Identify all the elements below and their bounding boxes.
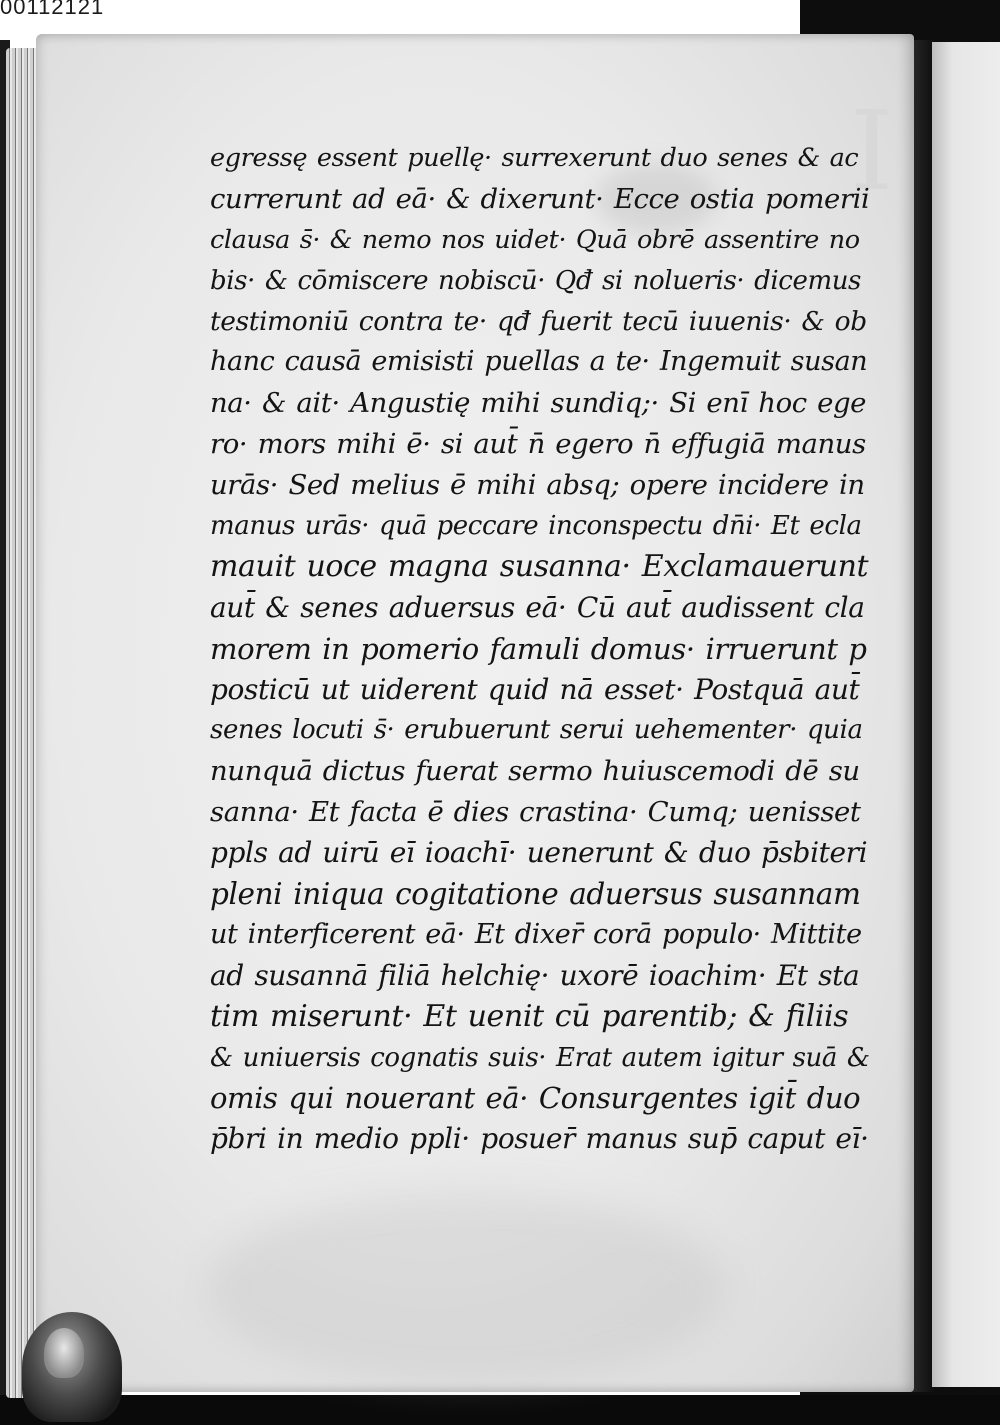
text-line: ppls ad uirū eī ioachī· uenerunt & duo p̄sbiteri bbox=[210, 836, 868, 870]
text-line: ut interficerent eā· Et dixer̄ corā populo· Mittite bbox=[210, 918, 862, 950]
text-line: morem in pomerio famuli domus· irruerunt p bbox=[210, 631, 867, 666]
facing-page-initial: I bbox=[850, 87, 894, 215]
text-line: manus urās· quā peccare inconspectu dn̄i· Et ecla bbox=[210, 511, 862, 542]
text-line: urās· Sed melius ē mihi absq; opere incidere in bbox=[210, 469, 865, 502]
text-line: hanc causā emisisti puellas a te· Ingemuit susan bbox=[210, 346, 868, 378]
dark-background-bottom bbox=[0, 1395, 1000, 1425]
catalog-id: 00112121 bbox=[0, 0, 105, 19]
text-line: pleni iniqua cogitatione aduersus susannam bbox=[210, 877, 861, 912]
text-line: ad susannā filiā helchię· uxorē ioachim· Et sta bbox=[210, 958, 860, 992]
text-line: clausa s̄· & nemo nos uidet· Quā obrē assentire no bbox=[210, 224, 860, 255]
text-line: aut̄ & senes aduersus eā· Cū aut̄ audissent cla bbox=[210, 590, 865, 624]
text-line: tim miserunt· Et uenit cū parentib; & filiis bbox=[210, 998, 849, 1034]
facing-page bbox=[932, 42, 1000, 1387]
text-line: & uniuersis cognatis suis· Erat autem igitur suā & bbox=[210, 1042, 870, 1073]
text-line: nunquā dictus fuerat sermo huiuscemodi dē su bbox=[210, 755, 860, 788]
text-line: posticū ut uiderent quid nā esset· Postquā aut̄ bbox=[210, 672, 860, 706]
text-line: na· & ait· Angustię mihi sundiq;· Si enī hoc ege bbox=[210, 387, 867, 420]
text-line: testimoniū contra te· qđ fuerit tecū iuuenis· & ob bbox=[210, 305, 867, 337]
text-line: p̄bri in medio ppli· posuer̄ manus sup̄ caput eī· bbox=[210, 1122, 869, 1156]
text-line: egressę essent puellę· surrexerunt duo senes & ac bbox=[210, 143, 859, 173]
text-line: bis· & cōmiscere nobiscū· Qđ si nolueris· dicemus bbox=[210, 265, 861, 296]
parchment-stain bbox=[206, 1194, 726, 1384]
text-line: currerunt ad eā· & dixerunt· Ecce ostia pomerii bbox=[210, 182, 870, 215]
text-line: omis qui nouerant eā· Consurgentes igit̄ duo bbox=[210, 1081, 861, 1116]
thumbnail bbox=[44, 1328, 84, 1378]
text-line: ro· mors mihi ē· si aut̄ n̄ egero n̄ effugiā manus bbox=[210, 428, 866, 461]
text-line: sanna· Et facta ē dies crastina· Cumq; uenisset bbox=[210, 796, 861, 829]
text-line: mauit uoce magna susanna· Exclamauerunt bbox=[210, 548, 869, 584]
manuscript-text bbox=[210, 138, 870, 1160]
text-line: senes locuti s̄· erubuerunt serui uehementer· quia bbox=[210, 715, 863, 746]
